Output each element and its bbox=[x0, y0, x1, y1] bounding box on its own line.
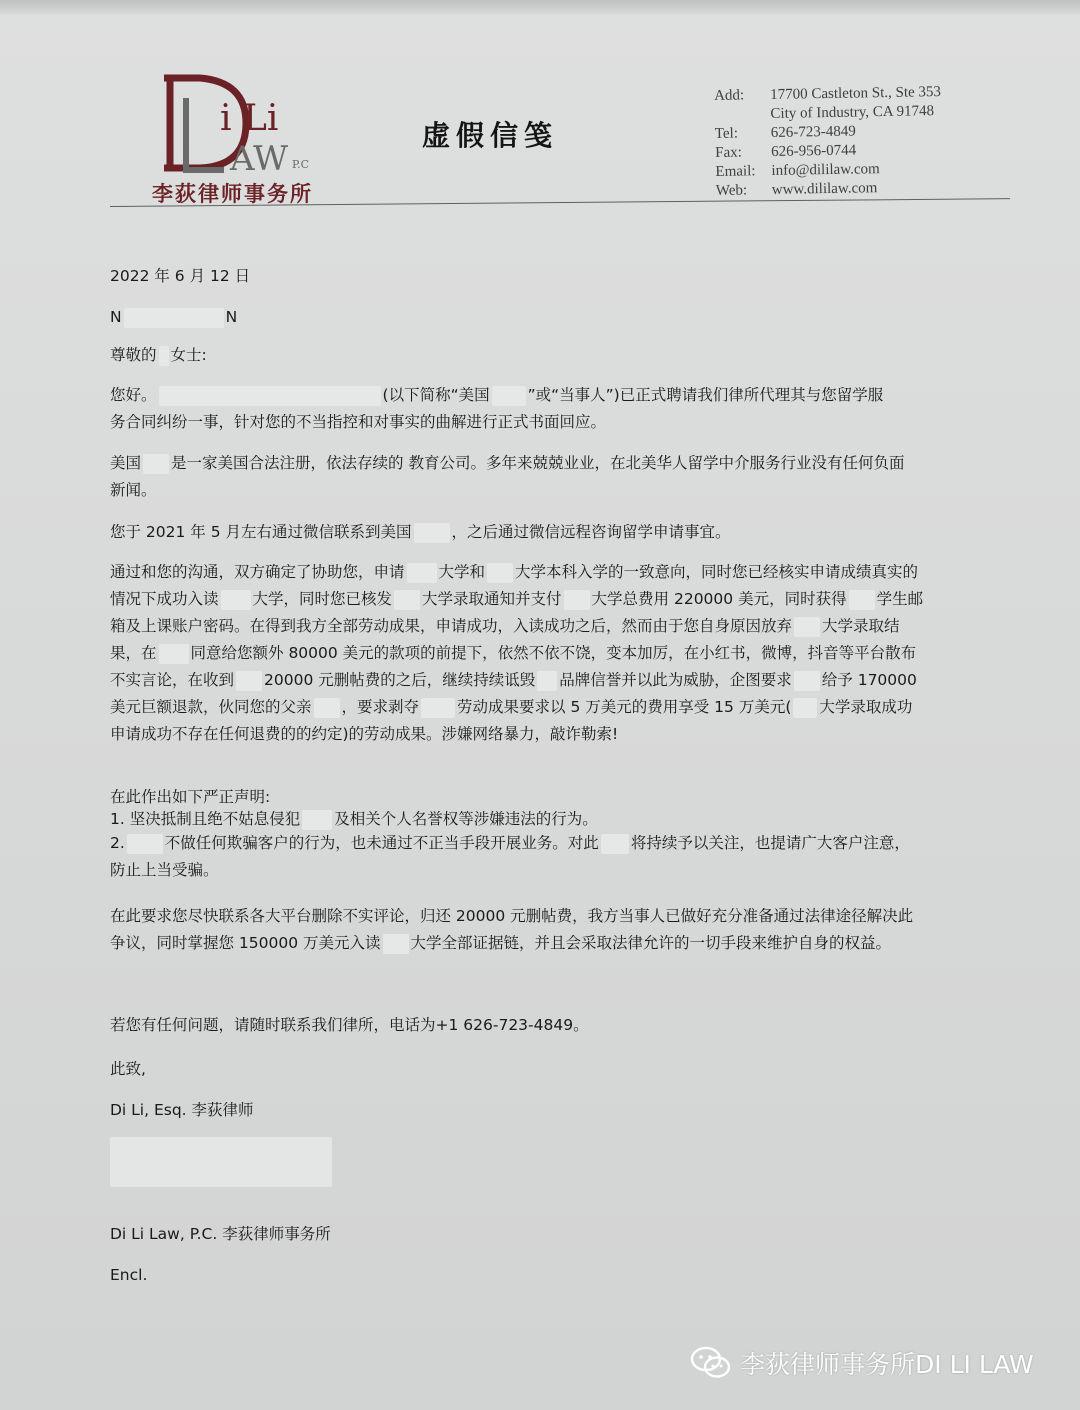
text-span: 通过和您的沟通，双方确定了协助您，申请 bbox=[110, 563, 405, 581]
text-line: 申请成功不存在任何退费的的约定)的劳动成果。涉嫌网络暴力，敲诈勒索! bbox=[110, 725, 619, 743]
redaction bbox=[127, 834, 163, 854]
text-line bbox=[110, 667, 1010, 694]
text-span: 您好。 bbox=[110, 386, 157, 404]
text-line bbox=[110, 830, 1010, 857]
text-span: 大学总费用 220000 美元，同时获得 bbox=[591, 590, 847, 608]
closing: 此致, bbox=[110, 1060, 146, 1078]
redaction bbox=[564, 590, 590, 610]
contact-label bbox=[714, 105, 770, 125]
salutation bbox=[110, 342, 1010, 369]
redaction bbox=[159, 346, 169, 366]
contact-label: Tel: bbox=[714, 125, 739, 142]
text-span: 学生邮 bbox=[876, 590, 924, 608]
document-title: 虚假信笺 bbox=[422, 119, 559, 152]
paragraph-2 bbox=[110, 450, 1010, 504]
paragraph-4 bbox=[110, 559, 1010, 748]
text-line bbox=[110, 382, 1010, 409]
text-line bbox=[110, 559, 1010, 586]
text-span: 1. 坚决抵制且绝不姑息侵犯 bbox=[110, 810, 301, 828]
redaction bbox=[793, 698, 817, 718]
svg-text:P.C: P.C bbox=[292, 158, 310, 171]
text-line: 务合同纠纷一事，针对您的不当指控和对事实的曲解进行正式书面回应。 bbox=[110, 413, 607, 431]
addressee-end: N bbox=[225, 308, 238, 326]
text-span: 争议，同时掌握您 150000 万美元入读 bbox=[110, 934, 381, 952]
redaction bbox=[143, 454, 169, 474]
text-line bbox=[110, 586, 1010, 613]
salutation-prefix: 尊敬的 bbox=[110, 346, 157, 364]
text-line bbox=[110, 613, 1010, 640]
text-span: 大学，同时您已核发 bbox=[252, 590, 393, 608]
redaction bbox=[159, 386, 381, 406]
contact-label: Fax: bbox=[715, 144, 742, 161]
contact-value: info@dililaw.com bbox=[771, 161, 880, 180]
text-span: 将持续予以关注，也提请广大客户注意， bbox=[630, 834, 910, 852]
redaction bbox=[537, 671, 557, 691]
text-span: 及相关个人名誉权等涉嫌违法的行为。 bbox=[334, 810, 598, 828]
signature-redaction bbox=[110, 1137, 332, 1187]
page-fold-edge bbox=[0, 0, 1080, 14]
letter-date: 2022 年 6 月 12 日 bbox=[110, 267, 251, 285]
text-line: 在此要求您尽快联系各大平台删除不实评论，归还 20000 元删帖费，我方当事人已做好充分准备通过法律途径解决此 bbox=[110, 907, 914, 925]
redaction bbox=[794, 671, 820, 691]
contact-line: 若您有任何问题，请随时联系我们律所，电话为+1 626-723-4849。 bbox=[110, 1016, 589, 1034]
text-span: 2. bbox=[110, 834, 125, 852]
request-paragraph bbox=[110, 903, 1010, 957]
text-span: 情况下成功入读 bbox=[110, 590, 219, 608]
text-span: 大学全部证据链，并且会采取法律允许的一切手段来维护自身的权益。 bbox=[410, 934, 892, 952]
redaction bbox=[124, 308, 224, 328]
contact-value: 626-956-0744 bbox=[771, 142, 857, 161]
declaration-2 bbox=[110, 830, 1010, 884]
contact-value: 17700 Castleton St., Ste 353 bbox=[770, 84, 942, 104]
text-span: 大学和 bbox=[438, 563, 486, 581]
text-line bbox=[110, 450, 1010, 477]
text-span: (以下简称“美国 bbox=[382, 386, 490, 404]
redaction bbox=[159, 644, 189, 664]
text-line: 防止上当受骗。 bbox=[110, 861, 219, 879]
contact-row-web bbox=[716, 177, 1016, 201]
wechat-watermark bbox=[690, 1345, 1034, 1381]
redaction bbox=[407, 563, 437, 583]
text-span: 果，在 bbox=[110, 644, 157, 662]
firm-name-cn: 李荻律师事务所 bbox=[152, 181, 313, 206]
redaction bbox=[492, 386, 526, 406]
wechat-icon bbox=[690, 1346, 732, 1380]
redaction bbox=[221, 590, 251, 610]
text-span: 大学录取成功 bbox=[819, 698, 913, 716]
redaction bbox=[849, 590, 875, 610]
contact-label: Email: bbox=[715, 163, 756, 180]
redaction bbox=[601, 834, 629, 854]
text-line bbox=[110, 930, 1010, 957]
addressee-line bbox=[110, 304, 1010, 331]
enclosure-note: Encl. bbox=[110, 1266, 148, 1284]
signer-name: Di Li, Esq. 李荻律师 bbox=[110, 1101, 254, 1119]
text-span: 20000 元删帖费的之后，继续持续诋毁 bbox=[264, 671, 536, 689]
text-span: 是一家美国合法注册，依法存续的 教育公司。多年来兢兢业业，在北美华人留学中介服务行业没有任何负面 bbox=[171, 454, 905, 472]
redaction bbox=[421, 698, 455, 718]
text-span: 品牌信誉并以此为威胁，企图要求 bbox=[559, 671, 792, 689]
contact-label: Add: bbox=[714, 87, 745, 104]
text-span: ，之后通过微信远程咨询留学申请事宜。 bbox=[451, 523, 731, 541]
redaction bbox=[302, 810, 332, 830]
text-span: 美元巨额退款，伙同您的父亲 bbox=[110, 698, 312, 716]
redaction bbox=[236, 671, 262, 691]
addressee-start: N bbox=[110, 308, 122, 326]
redaction bbox=[794, 617, 820, 637]
text-span: 不做任何欺骗客户的行为，也未通过不正当手段开展业务。对此 bbox=[164, 834, 599, 852]
redaction bbox=[394, 590, 420, 610]
contact-value: www.dililaw.com bbox=[771, 180, 878, 199]
declaration-intro: 在此作出如下严正声明: bbox=[110, 788, 271, 806]
contact-value: City of Industry, CA 91748 bbox=[770, 103, 935, 123]
contact-block bbox=[714, 82, 1016, 201]
text-span: 您于 2021 年 5 月左右通过微信联系到美国 bbox=[110, 523, 412, 541]
text-span: 大学录取通知并支付 bbox=[422, 590, 562, 608]
contact-value: 626-723-4849 bbox=[770, 123, 856, 142]
salutation-suffix: 女士: bbox=[170, 346, 207, 364]
text-span: 同意给您额外 80000 美元的款项的前提下，依然不依不饶，变本加厉，在小红书，微博，抖音等平台散布 bbox=[190, 644, 917, 662]
text-span: 大学录取结 bbox=[822, 617, 900, 635]
svg-text:i Li: i Li bbox=[220, 98, 279, 139]
text-span: 不实言论，在收到 bbox=[110, 671, 235, 689]
text-span: 大学本科入学的一致意向，同时您已经核实申请成绩真实的 bbox=[515, 563, 919, 581]
paragraph-3 bbox=[110, 519, 1010, 546]
redaction bbox=[487, 563, 513, 583]
text-span: 给予 170000 bbox=[821, 671, 917, 689]
text-line bbox=[110, 694, 1010, 721]
declaration-1 bbox=[110, 806, 1010, 833]
svg-text:AW: AW bbox=[230, 139, 289, 179]
text-span: 劳动成果要求以 5 万美元的费用享受 15 万美元( bbox=[457, 698, 792, 716]
watermark-text: 李荻律师事务所DI LI LAW bbox=[740, 1350, 1034, 1379]
redaction bbox=[414, 523, 450, 543]
text-line bbox=[110, 640, 1010, 667]
signer-firm: Di Li Law, P.C. 李荻律师事务所 bbox=[110, 1225, 331, 1243]
paragraph-1 bbox=[110, 382, 1010, 436]
contact-label: Web: bbox=[715, 182, 748, 199]
text-span: ，要求剥夺 bbox=[341, 698, 420, 716]
text-span: ”或“当事人”)已正式聘请我们律所代理其与您留学服 bbox=[527, 386, 884, 404]
redaction bbox=[314, 698, 340, 718]
redaction bbox=[383, 934, 409, 954]
text-span: 美国 bbox=[110, 454, 142, 472]
text-span: 箱及上课账户密码。在得到我方全部劳动成果，申请成功，入读成功之后，然而由于您自身原因放弃 bbox=[110, 617, 793, 635]
text-line: 新闻。 bbox=[110, 481, 157, 499]
